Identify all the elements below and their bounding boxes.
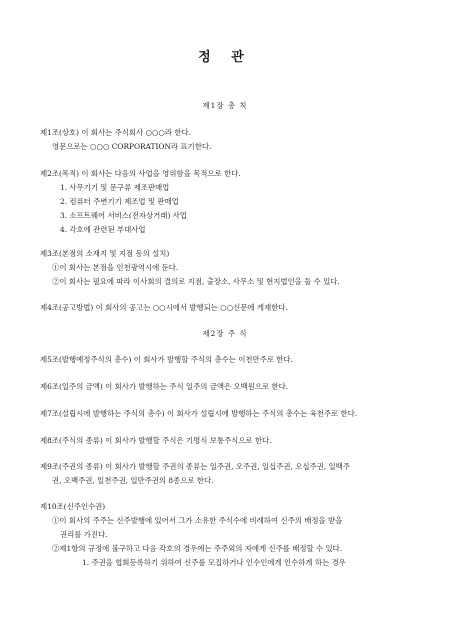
article-7-head: 제7조(설립시에 발행하는 주식의 총수) 이 회사가 설립시에 발행하는 주식의 총수는 육천주로 한다. bbox=[40, 409, 358, 418]
chapter-1-heading: 제1장 총 칙 bbox=[202, 101, 248, 110]
article-4-head: 제4조(공고방법) 이 회사의 공고는 ○○시에서 발행되는 ○○신문에 게재한다. bbox=[40, 303, 288, 312]
article-3-head: 제3조(본점의 소재지 및 지점 등의 설치) bbox=[40, 249, 170, 258]
article-10-item: 권리를 가진다. bbox=[60, 530, 108, 539]
article-5-head: 제5조(발행예정주식의 총수) 이 회사가 발행할 주식의 총수는 이천만주로 한다. bbox=[40, 355, 293, 364]
article-2-head: 제2조(목적) 이 회사는 다음의 사업을 영위함을 목적으로 한다. bbox=[40, 169, 241, 178]
article-6-head: 제6조(일주의 금액) 이 회사가 발행하는 주식 일주의 금액은 오백원으로 한다. bbox=[40, 382, 289, 391]
article-10-item: ①이 회사의 주주는 신주발행에 있어서 그가 소유한 주식수에 비례하여 신주의 배정을 받을 bbox=[52, 516, 343, 525]
article-2-item: 2. 컴퓨터 주변기기 제조업 및 판매업 bbox=[60, 197, 179, 206]
document-title: 정 관 bbox=[198, 50, 252, 65]
article-9-head: 제9조(주권의 종류) 이 회사가 발행할 주권의 종류는 일주권, 오주권, 일십주권, 오십주권, 일백주 bbox=[40, 462, 350, 471]
article-2-item: 4. 각호에 관련된 부대사업 bbox=[60, 225, 146, 234]
article-10-item: ②제1항의 규정에 불구하고 다음 각호의 경우에는 주주외의 자에게 신주를 배정할 수 있다. bbox=[52, 544, 343, 553]
article-2-item: 3. 소프트웨어 서비스(전자상거래) 사업 bbox=[60, 211, 187, 220]
article-8-head: 제8조(주식의 종류) 이 회사가 발행할 주식은 기명식 보통주식으로 한다. bbox=[40, 436, 272, 445]
article-10-item: 1. 주권을 협회등록하기 위하여 신주를 모집하거나 인수인에게 인수하게 하는 경우 bbox=[82, 558, 346, 567]
article-2-item: 1. 사무기기 및 문구류 제조판매업 bbox=[60, 183, 170, 192]
chapter-2-heading: 제2장 주 식 bbox=[202, 329, 248, 338]
article-1-head: 제1조(상호) 이 회사는 주식회사 ○○○라 한다. bbox=[40, 128, 192, 137]
article-10-head: 제10조(신주인수권) bbox=[40, 502, 106, 511]
article-9-line: 권, 오백주권, 일천주권, 일만주권의 8종으로 한다. bbox=[52, 476, 214, 485]
article-3-item: ②이 회사는 필요에 따라 이사회의 결의로 지점, 출장소, 사무소 및 현지법인을 둘 수 있다. bbox=[52, 277, 340, 286]
article-1-line: 영문으로는 ○○○ CORPORATION라 표기한다. bbox=[52, 142, 212, 151]
article-3-item: ①이 회사는 본점을 인천광역시에 둔다. bbox=[52, 263, 179, 272]
